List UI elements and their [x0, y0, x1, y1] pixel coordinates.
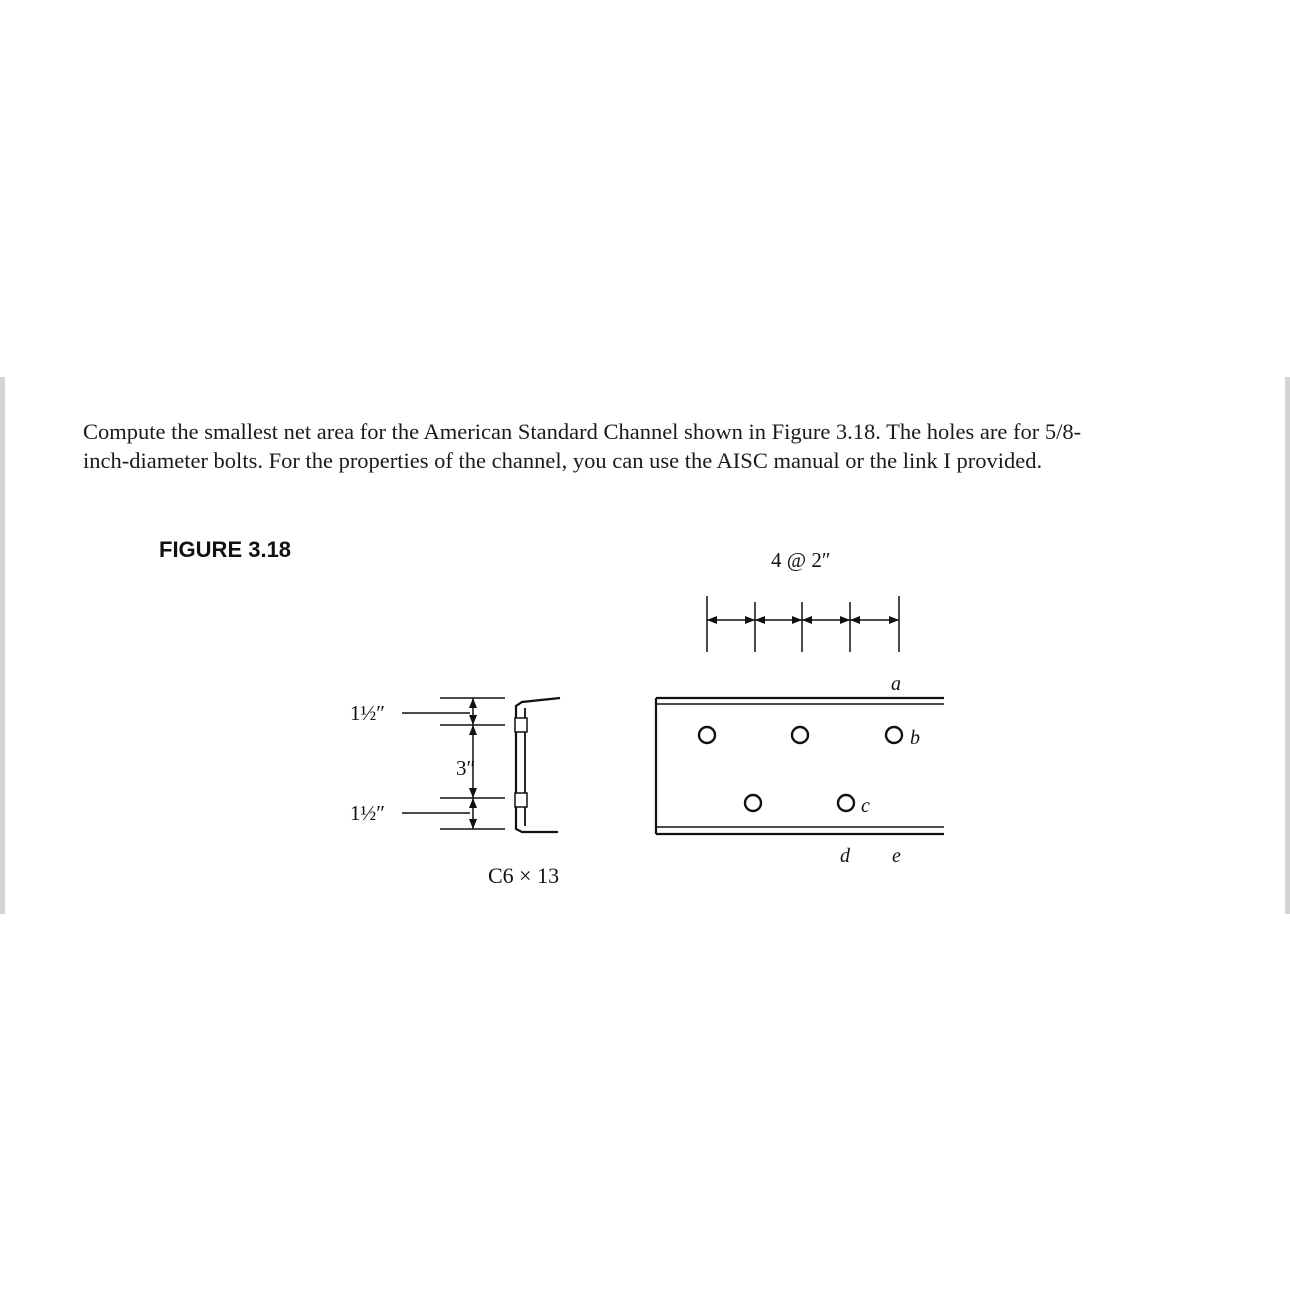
bolt-holes	[699, 727, 902, 811]
bolt-hole	[699, 727, 715, 743]
channel-elevation	[656, 698, 944, 834]
channel-cross-section	[515, 698, 560, 832]
channel-designation: C6 × 13	[488, 863, 560, 888]
bolt-hole	[792, 727, 808, 743]
figure-title: FIGURE 3.18	[159, 537, 292, 562]
hole-label-e: e	[892, 845, 901, 867]
hole-label-c: c	[861, 795, 870, 817]
cross-section-dimensions	[402, 698, 505, 829]
bolt-hole	[745, 795, 761, 811]
hole-label-d: d	[840, 845, 850, 867]
spacing-dimension	[707, 596, 899, 652]
dim-bottom-label: 1½″	[350, 801, 385, 825]
hole-label-b: b	[910, 727, 920, 749]
spacing-label: 4 @ 2″	[771, 548, 831, 572]
hole-label-a: a	[891, 673, 901, 695]
bolt-hole	[886, 727, 902, 743]
dim-middle-label: 3″	[456, 756, 476, 780]
bolt-hole	[838, 795, 854, 811]
problem-statement: Compute the smallest net area for the American Standard Channel shown in Figure 3.18. The holes are for 5/8-inch-diameter bolts. For the properties of the channel, you can use the AISC manual or the link I provided.	[83, 419, 1082, 473]
dim-top-label: 1½″	[350, 701, 385, 725]
